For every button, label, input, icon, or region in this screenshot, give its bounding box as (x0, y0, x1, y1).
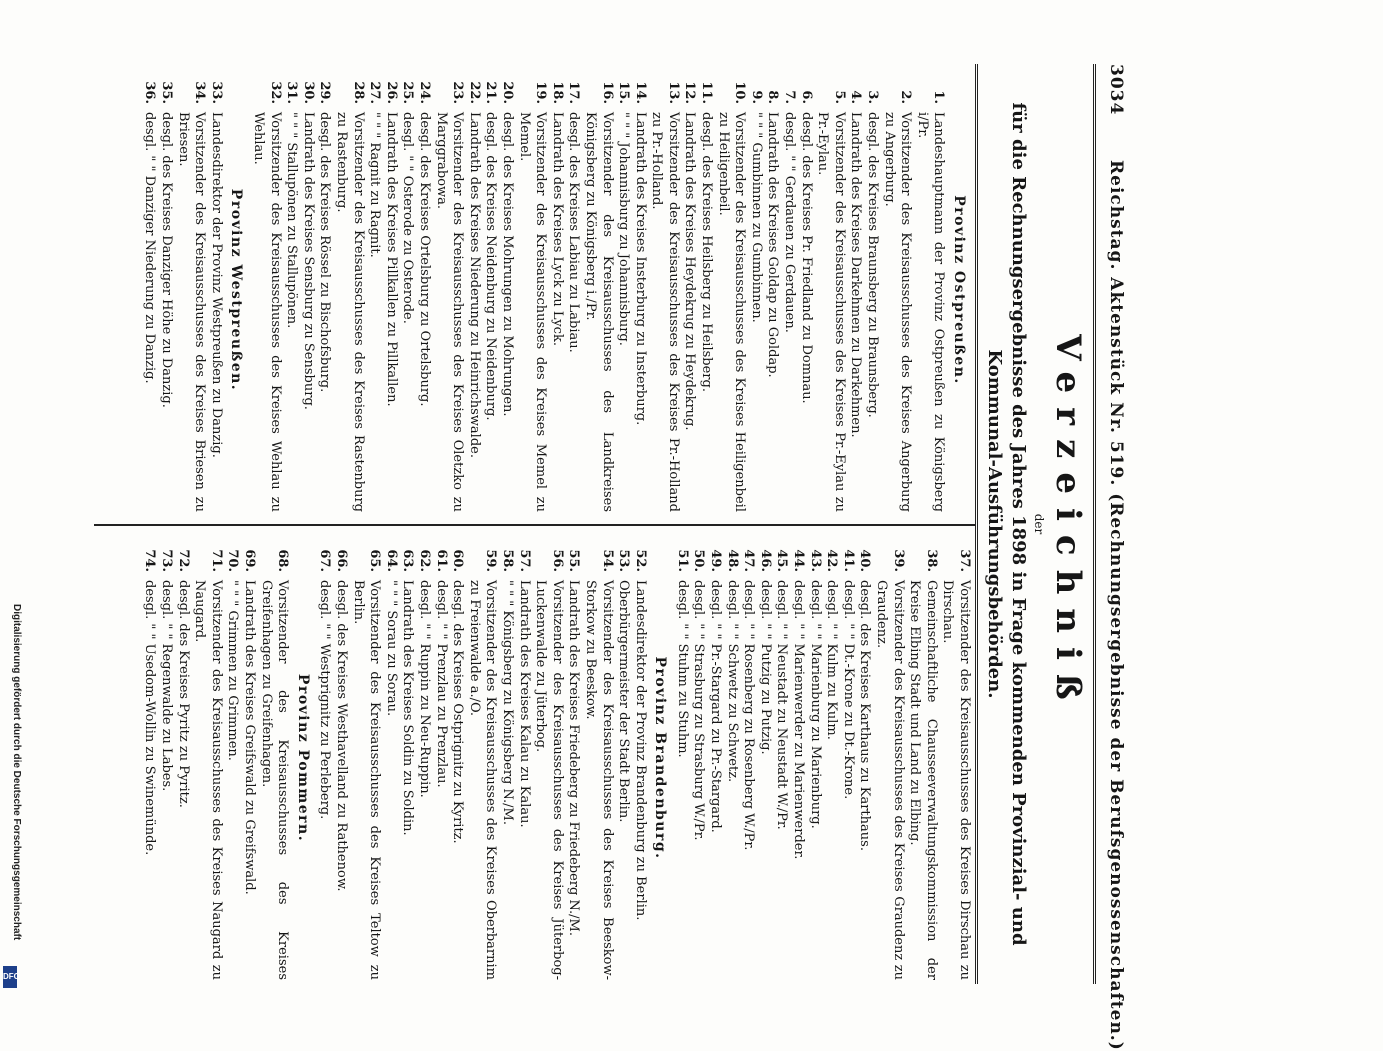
entry-text: " " " Königsberg zu Königsberg N./M. (499, 580, 515, 825)
entry-number: 41. (840, 549, 856, 572)
list-item (780, 68, 797, 512)
list-item (773, 536, 790, 980)
entry-text: desgl. " " Gerdauen zu Gerdauen. (782, 112, 798, 333)
entry-text: desgl. des Kreises Ostprignitz zu Kyritz. (450, 580, 466, 844)
entry-text: Landrath des Kreises Friedeberg zu Friedeberg N./M. (566, 580, 582, 936)
column-separator (94, 524, 976, 526)
entry-number: 8. (765, 90, 781, 104)
entry-number: 18. (549, 81, 565, 104)
entry-number: 22. (466, 81, 482, 104)
list-item (432, 68, 465, 512)
entry-text: desgl. " " Westprignitz zu Perleberg. (317, 580, 333, 820)
list-item (872, 536, 905, 980)
list-item (332, 68, 365, 512)
entry-text: desgl. des Kreises Labiau zu Labiau. (566, 112, 582, 353)
entry-text: Landrath des Kreises Kalau zu Kalau. (516, 580, 532, 828)
entry-text: Landrath des Kreises Soldin zu Soldin. (400, 580, 416, 836)
list-item (174, 536, 191, 980)
entry-number: 11. (699, 81, 715, 104)
entry-text: Vorsitzender des Kreisausschusses des Kreises Rastenburg zu Rastenburg. (334, 112, 366, 512)
list-item (714, 68, 747, 512)
entry-text: Vorsitzender des Kreisausschusses des Kreises Pr.-Eylau zu Pr.-Eylau. (815, 112, 847, 512)
entry-text: desgl. " " Strasburg zu Strasburg W./Pr. (691, 580, 707, 841)
list-item (698, 68, 715, 512)
entry-text: desgl. des Kreises Danziger Höhe zu Danzig. (159, 112, 175, 408)
entry-text: desgl. " " Prenzlau zu Prenzlau. (433, 580, 449, 788)
entry-number: 62. (417, 549, 432, 572)
list-item (432, 536, 449, 980)
entry-text: desgl. " " Stuhm zu Stuhm. (674, 580, 690, 758)
list-item (581, 68, 614, 512)
list-item (565, 68, 582, 512)
right-column (141, 536, 972, 980)
entry-text: desgl. " " Schwetz zu Schwetz. (724, 580, 740, 783)
list-item (515, 68, 548, 512)
running-head: Reichstag. Aktenstück Nr. 519. (Rechnungsergebnisse der Berufsgenossenschaften.) (1106, 160, 1126, 1051)
list-item (823, 536, 840, 980)
list-item (465, 536, 498, 980)
list-item (249, 68, 282, 512)
entry-number: 63. (400, 549, 416, 572)
list-item (648, 68, 681, 512)
entry-text: desgl. " " Neustadt zu Neustadt W./Pr. (774, 580, 790, 830)
entry-text: Landrath des Kreises Greifswald zu Greifswald. (242, 580, 258, 895)
list-item (863, 68, 880, 512)
list-item (158, 68, 175, 512)
entry-text: Landesdirektor der Provinz Brandenburg zu Berlin. (632, 580, 648, 921)
entry-number: 13. (665, 81, 681, 104)
document-title: Verzeichniß (1048, 334, 1088, 714)
entry-number: 69. (242, 549, 258, 572)
list-item (789, 536, 806, 980)
list-item (707, 536, 724, 980)
list-item (515, 536, 532, 980)
entry-number: 74. (142, 549, 158, 572)
entry-number: 70. (225, 549, 241, 572)
list-item (399, 536, 416, 980)
list-item (482, 68, 499, 512)
entry-text: Vorsitzender des Kreisausschusses des Kreises Beeskow-Storkow zu Beeskow. (582, 580, 615, 980)
list-item (498, 536, 515, 980)
section-heading: Provinz Pommern. (294, 673, 311, 843)
entry-number: 35. (159, 81, 175, 104)
list-item (449, 536, 466, 980)
entry-text: Vorsitzender des Kreisausschusses des Kreises Oletzko zu Marggrabowa. (433, 112, 466, 512)
entry-number: 34. (192, 81, 208, 104)
entry-number: 17. (566, 81, 582, 104)
entry-number: 12. (682, 81, 698, 104)
entry-number: 66. (334, 549, 350, 572)
digitization-credit (0, 0, 30, 1000)
list-item (141, 536, 158, 980)
list-item (366, 68, 383, 512)
entry-number: 27. (367, 81, 383, 104)
entry-text: Landrath des Kreises Heydekrug zu Heydekrug. (682, 112, 698, 431)
entry-number: 21. (483, 81, 499, 104)
list-item (565, 536, 582, 980)
entry-number: 36. (142, 81, 158, 104)
entry-text: " " " Stallupönen zu Stallupönen. (284, 112, 300, 329)
page-number: 3034 (1106, 64, 1126, 116)
entry-number: 47. (741, 549, 757, 572)
list-item (814, 68, 847, 512)
entry-number: 54. (599, 549, 615, 572)
entry-number: 71. (208, 549, 224, 572)
entry-number: 33. (208, 81, 224, 104)
entry-text: " " " Johannisburg zu Johannisburg. (616, 112, 632, 346)
list-item (465, 68, 482, 512)
list-item (839, 536, 856, 980)
title-connector: der (1032, 513, 1046, 535)
list-item (690, 536, 707, 980)
entry-number: 2. (898, 90, 914, 104)
list-item (681, 68, 698, 512)
list-item (240, 536, 257, 980)
entry-number: 29. (317, 81, 333, 104)
entry-text: desgl. des Kreises Braunsberg zu Braunsberg. (865, 112, 881, 418)
entry-number: 25. (400, 81, 416, 104)
list-item (532, 536, 565, 980)
entry-number: 30. (300, 81, 316, 104)
entry-number: 14. (632, 81, 648, 104)
list-item (797, 68, 814, 512)
list-item (174, 68, 207, 512)
entry-text: desgl. " " Danziger Niederung zu Danzig. (142, 112, 158, 384)
entry-text: Vorsitzender des Kreisausschusses des Kreises Heiligenbeil zu Heiligenbeil. (715, 112, 748, 512)
entry-text: Vorsitzender des Kreisausschusses des Landkreises Königsberg zu Königsberg i./Pr. (582, 112, 615, 512)
entry-text: desgl. des Kreises Neidenburg zu Neidenburg. (483, 112, 499, 421)
entry-text: desgl. des Kreises Westhavelland zu Rathenow. (334, 580, 350, 892)
list-item (581, 536, 614, 980)
list-item (847, 68, 864, 512)
list-item (806, 536, 823, 980)
list-item (316, 68, 333, 512)
entry-text: desgl. " " Marienburg zu Marienburg. (807, 580, 823, 829)
list-item (740, 536, 757, 980)
entry-text: Landrath des Kreises Sensburg zu Sensburg. (300, 112, 316, 410)
entry-text: Vorsitzender des Kreisausschusses des Kreises Naugard zu Naugard. (192, 580, 224, 980)
title-block (982, 64, 1094, 984)
list-item (349, 536, 382, 980)
entry-text: Vorsitzender des Kreisausschusses des Kreises Pr.-Holland zu Pr.-Holland. (649, 112, 681, 512)
entry-text: desgl. " " Kulm zu Kulm. (824, 580, 840, 740)
entry-number: 60. (450, 549, 466, 572)
list-item (316, 536, 333, 980)
entry-number: 49. (708, 549, 724, 572)
left-column (141, 68, 972, 512)
list-item (141, 68, 158, 512)
entry-number: 23. (450, 81, 466, 104)
entry-text: desgl. " " Dt.-Krone zu Dt.-Krone. (840, 580, 856, 800)
entry-number: 44. (791, 549, 807, 572)
entry-text: desgl. " " Usedom-Wollin zu Swinemünde. (142, 580, 158, 856)
entry-text: desgl. des Kreises Heilsberg zu Heilsberg. (699, 112, 715, 392)
list-item (631, 68, 648, 512)
list-item (224, 536, 241, 980)
entry-number: 37. (957, 549, 972, 572)
list-item (382, 68, 399, 512)
entry-number: 24. (417, 81, 432, 104)
entry-text: desgl. des Kreises Rössel zu Bischofsburg. (317, 112, 333, 393)
entry-text: Landrath des Kreises Niederung zu Heinrichswalde. (466, 112, 482, 458)
list-item (906, 536, 939, 980)
entry-number: 45. (774, 549, 790, 572)
list-item (913, 68, 946, 512)
document-subtitle: für die Rechnungsergebnisse des Jahres 1898 in Frage kommenden Provinzial- und Kommunal-Ausführungsbehörden. (984, 102, 1029, 946)
entry-number: 31. (284, 81, 300, 104)
list-item (764, 68, 781, 512)
list-item (615, 68, 632, 512)
entry-number: 56. (549, 549, 565, 572)
entry-text: Vorsitzender des Kreisausschusses des Kreises Greifenhagen zu Greifenhagen. (258, 580, 291, 980)
entry-number: 26. (383, 81, 399, 104)
list-item (283, 68, 300, 512)
section-heading: Provinz Westpreußen. (228, 188, 245, 392)
entry-number: 39. (890, 549, 906, 572)
list-item (399, 68, 416, 512)
entry-text: desgl. " " Regenwalde zu Labes. (159, 580, 175, 792)
entry-number: 65. (367, 549, 383, 572)
entry-text: Vorsitzender des Kreisausschusses des Kreises Wehlau zu Wehlau. (251, 112, 283, 512)
list-item (299, 68, 316, 512)
entry-number: 64. (383, 549, 399, 572)
entry-text: Landrath des Kreises Insterburg zu Insterburg. (632, 112, 648, 426)
list-item (257, 536, 290, 980)
entry-number: 32. (267, 81, 283, 104)
list-item (747, 68, 764, 512)
entry-number: 19. (533, 81, 549, 104)
entry-text: desgl. " " Pr.-Stargard zu Pr.-Stargard. (708, 580, 724, 833)
entry-text: desgl. " " Ruppin zu Neu-Ruppin. (417, 580, 432, 798)
entry-number: 57. (516, 549, 532, 572)
entry-number: 3. (865, 90, 881, 104)
entry-number: 10. (732, 81, 748, 104)
credit-text: Digitalisierung gefördert durch die Deutsche Forschungsgemeinschaft (11, 604, 22, 941)
entry-number: 4. (848, 90, 864, 104)
entry-number: 53. (616, 549, 632, 572)
list-item (332, 536, 349, 980)
entry-number: 28. (350, 81, 366, 104)
list-item (382, 536, 399, 980)
list-item (880, 68, 913, 512)
entry-number: 55. (566, 549, 582, 572)
entry-text: desgl. " " Osterode zu Osterode. (400, 112, 416, 324)
entry-number: 9. (748, 90, 764, 104)
entry-number: 15. (616, 81, 632, 104)
entry-number: 73. (159, 549, 175, 572)
list-item (498, 68, 515, 512)
list-item (756, 536, 773, 980)
entry-text: Landrath des Kreises Darkehmen zu Darkehmen. (848, 112, 864, 438)
entry-text: desgl. des Kreises Ortelsburg zu Ortelsburg. (417, 112, 432, 407)
entry-text: Landrath des Kreises Lyck zu Lyck. (549, 112, 565, 346)
list-item (415, 536, 432, 980)
entry-number: 72. (175, 549, 191, 572)
entry-text: desgl. " " Marienwerder zu Marienwerder. (791, 580, 807, 860)
entry-number: 61. (433, 549, 449, 572)
entry-number: 48. (724, 549, 740, 572)
entry-text: desgl. des Kreises Karthaus zu Karthaus. (857, 580, 873, 851)
entry-text: Landesdirektor der Provinz Westpreußen zu Danzig. (208, 112, 224, 458)
entry-text: desgl. " " Putzig zu Putzig. (757, 580, 773, 755)
entry-text: Vorsitzender des Kreisausschusses des Kreises Oberbarnim zu Freienwalde a./O. (466, 580, 499, 980)
entry-number: 52. (632, 549, 648, 572)
section-heading: Provinz Ostpreußen. (951, 195, 967, 385)
entry-text: Landeshauptmann der Provinz Ostpreußen zu Königsberg i/Pr. (914, 112, 947, 512)
list-item (158, 536, 175, 980)
list-item (615, 536, 632, 980)
entry-number: 50. (691, 549, 707, 572)
entry-text: " " " Grimmen zu Grimmen. (225, 580, 241, 761)
document-page (94, 64, 1134, 1051)
section-heading: Provinz Brandenburg. (652, 656, 669, 860)
entry-text: " " " Ragnit zu Ragnit. (367, 112, 383, 258)
entry-text: desgl. des Kreises Mohrungen zu Mohrungen. (499, 112, 515, 417)
entry-text: Landrath des Kreises Goldap zu Goldap. (765, 112, 781, 378)
list-item (415, 68, 432, 512)
entry-number: 68. (275, 549, 291, 572)
entry-number: 43. (807, 549, 823, 572)
entry-number: 5. (831, 90, 847, 104)
entry-number: 59. (483, 549, 499, 572)
entry-number: 6. (798, 90, 814, 104)
entry-number: 67. (317, 549, 333, 572)
list-item (207, 68, 224, 512)
entry-text: Vorsitzender des Kreisausschusses des Kreises Angerburg zu Angerburg. (881, 112, 914, 512)
entry-number: 58. (499, 549, 515, 572)
running-header (1094, 64, 1134, 1051)
entry-text: desgl. des Kreises Pr. Friedland zu Domnau. (798, 112, 814, 404)
list-item (191, 536, 224, 980)
list-item (723, 536, 740, 980)
entry-number: 38. (923, 549, 939, 572)
entry-text: Vorsitzender des Kreisausschusses des Kreises Graudenz zu Graudenz. (874, 580, 906, 980)
entry-text: Vorsitzender des Kreisausschusses des Kreises Dirschau zu Dirschau. (940, 580, 972, 980)
entry-number: 46. (757, 549, 773, 572)
entry-text: Oberbürgermeister der Stadt Berlin. (616, 580, 632, 823)
entry-number: 51. (674, 549, 690, 572)
entry-number: 1. (931, 90, 947, 104)
entry-text: desgl. " " Rosenberg zu Rosenberg W./Pr. (741, 580, 757, 851)
entry-text: " " " Gumbinnen zu Gumbinnen. (748, 112, 764, 323)
entry-text: desgl. des Kreises Pyritz zu Pyritz. (175, 580, 191, 808)
list-item (548, 68, 565, 512)
entry-number: 42. (824, 549, 840, 572)
list-item (856, 536, 873, 980)
dfg-logo: DFG (3, 966, 17, 988)
entry-number: 16. (599, 81, 615, 104)
entry-text: Vorsitzender des Kreisausschusses des Kreises Memel zu Memel. (516, 112, 549, 512)
entry-number: 20. (499, 81, 515, 104)
entry-number: 7. (782, 90, 798, 104)
entry-text: Landrath des Kreises Pillkallen zu Pillkallen. (383, 112, 399, 407)
entry-text: " " " Sorau zu Sorau. (383, 580, 399, 717)
entry-text: Vorsitzender des Kreisausschusses des Kreises Jüterbog-Luckenwalde zu Jüterbog. (533, 580, 565, 980)
list-item (631, 536, 648, 980)
entry-text: Gemeinschaftliche Chausseeverwaltungskommission der Kreise Elbing Stadt und Land zu Elbing. (907, 580, 939, 980)
entry-text: Vorsitzender des Kreisausschusses des Kreises Briesen zu Briesen. (175, 112, 208, 512)
entry-number: 40. (857, 549, 873, 572)
entry-text: Vorsitzender des Kreisausschusses des Kreises Teltow zu Berlin. (350, 580, 383, 980)
list-item (673, 536, 690, 980)
list-item (939, 536, 972, 980)
